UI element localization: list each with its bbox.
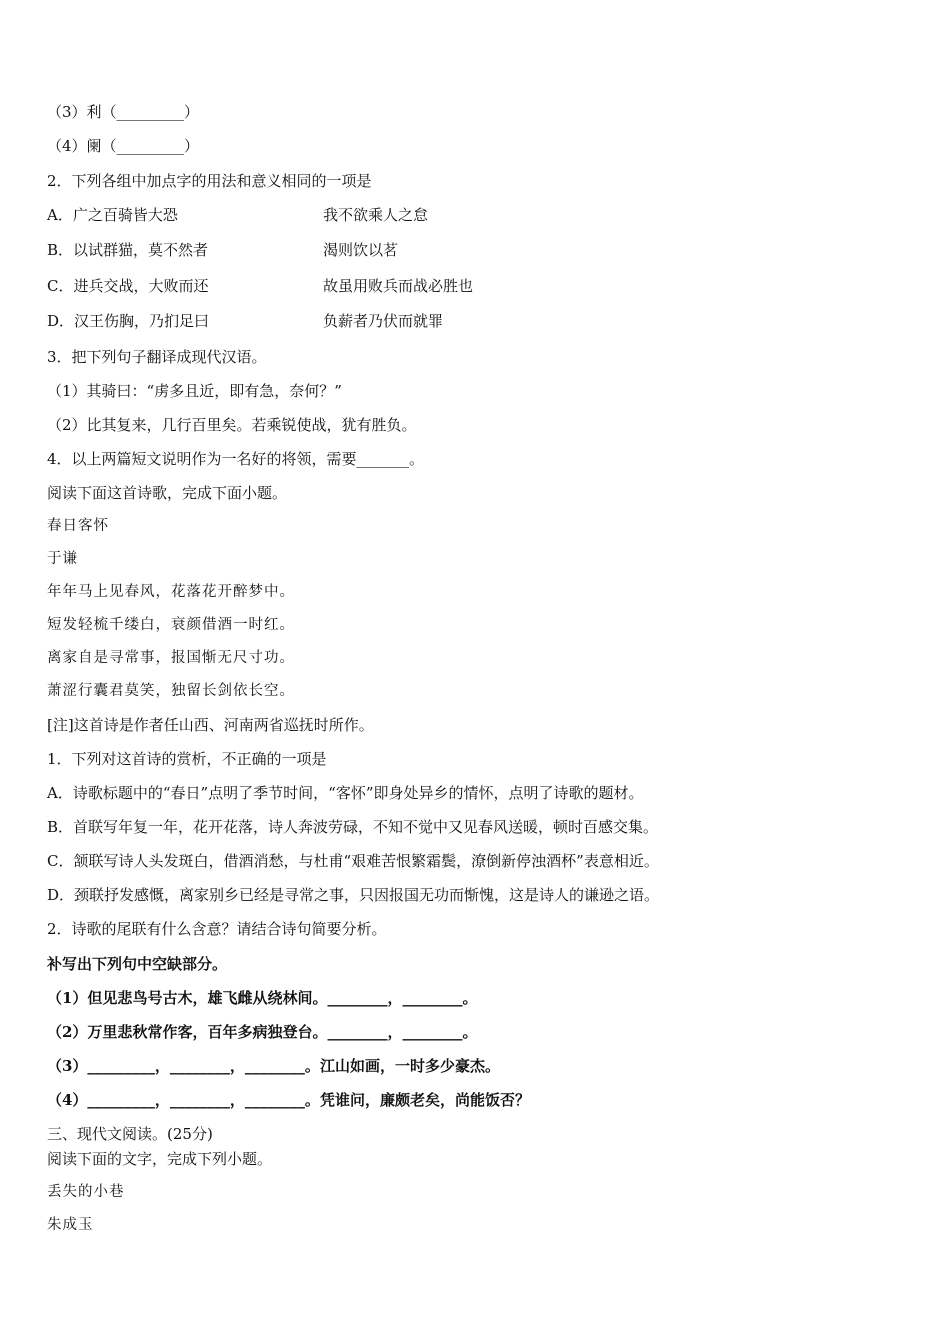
q1-item-4: （4）阑（_________） xyxy=(47,137,200,155)
fill-item-3: （3）_________，________，________。江山如画，一时多少豪杰。 xyxy=(47,1057,500,1075)
q2-option-c xyxy=(47,276,474,296)
q2-option-a-left: A．广之百骑皆大恐 xyxy=(47,206,178,224)
q3-item-1: （1）其骑曰：“虏多且近，即有急，奈何？” xyxy=(47,382,342,400)
article-title: 丢失的小巷 xyxy=(47,1184,125,1200)
poem-line-3: 离家自是寻常事，报国惭无尺寸功。 xyxy=(47,650,295,666)
poem-q1-stem: 1．下列对这首诗的赏析，不正确的一项是 xyxy=(47,750,327,768)
q2-option-d xyxy=(47,311,444,331)
fill-item-4: （4）_________，________，________。凭谁问，廉颇老矣，尚能饭否？ xyxy=(47,1091,530,1109)
q4-stem: 4．以上两篇短文说明作为一名好的将领，需要_______。 xyxy=(47,450,425,468)
poem-line-2: 短发轻梳千缕白，衰颜借酒一时红。 xyxy=(47,617,295,633)
fill-item-1: （1）但见悲鸟号古木，雄飞雌从绕林间。________，________。 xyxy=(47,989,478,1007)
fill-title: 补写出下列句中空缺部分。 xyxy=(47,955,228,973)
q2-stem: 2．下列各组中加点字的用法和意义相同的一项是 xyxy=(47,172,372,190)
poem-q1-option-b: B．首联写年复一年，花开花落，诗人奔波劳碌，不知不觉中又见春风送暖，顿时百感交集。 xyxy=(47,818,659,836)
q1-item-3: （3）利（_________） xyxy=(47,103,200,121)
q2-option-b-right: 渴则饮以茗 xyxy=(323,241,399,259)
q2-option-c-left: C．进兵交战，大败而还 xyxy=(47,277,209,295)
q2-option-a xyxy=(47,205,429,225)
poem-intro: 阅读下面这首诗歌，完成下面小题。 xyxy=(47,484,288,502)
q2-option-d-left: D．汉王伤胸，乃扪足曰 xyxy=(47,312,210,330)
poem-line-1: 年年马上见春风，花落花开醉梦中。 xyxy=(47,584,295,600)
q2-option-c-right: 故虽用败兵而战必胜也 xyxy=(323,277,474,295)
article-author: 朱成玉 xyxy=(47,1217,94,1233)
poem-author: 于谦 xyxy=(47,551,78,567)
q3-stem: 3．把下列句子翻译成现代汉语。 xyxy=(47,348,267,366)
poem-line-4: 萧涩行囊君莫笑，独留长剑依长空。 xyxy=(47,683,295,699)
q2-option-b-left: B．以试群猫，莫不然者 xyxy=(47,241,209,259)
q2-option-d-right: 负薪者乃伏而就罪 xyxy=(323,312,444,330)
q3-item-2: （2）比其复来，几行百里矣。若乘锐使战，犹有胜负。 xyxy=(47,416,417,434)
poem-note: [注]这首诗是作者任山西、河南两省巡抚时所作。 xyxy=(47,716,374,734)
poem-q2-stem: 2．诗歌的尾联有什么含意？请结合诗句简要分析。 xyxy=(47,920,387,938)
section3-heading: 三、现代文阅读。(25分) xyxy=(47,1125,213,1143)
poem-title: 春日客怀 xyxy=(47,518,109,534)
section3-intro: 阅读下面的文字，完成下列小题。 xyxy=(47,1150,273,1168)
poem-q1-option-d: D．颈联抒发感慨，离家别乡已经是寻常之事，只因报国无功而惭愧，这是诗人的谦逊之语。 xyxy=(47,886,660,904)
q2-option-a-right: 我不欲乘人之怠 xyxy=(323,206,429,224)
q2-option-b xyxy=(47,240,399,260)
poem-q1-option-a: A．诗歌标题中的“春日”点明了季节时间，“客怀”即身处异乡的情怀，点明了诗歌的题材。 xyxy=(47,784,644,802)
poem-q1-option-c: C．颔联写诗人头发斑白，借酒消愁，与杜甫“艰难苦恨繁霜鬓，潦倒新停浊酒杯”表意相近。 xyxy=(47,852,659,870)
fill-item-2: （2）万里悲秋常作客，百年多病独登台。________，________。 xyxy=(47,1023,478,1041)
